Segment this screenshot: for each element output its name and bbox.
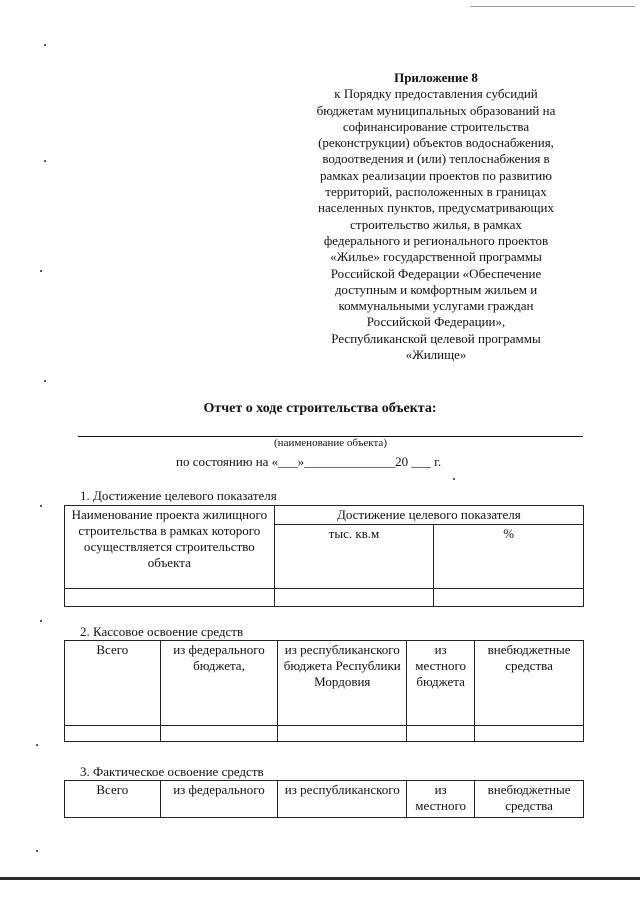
section-2-title: 2. Кассовое освоение средств	[80, 624, 244, 639]
scan-speck	[36, 850, 38, 852]
header-local-budget: из местного бюджета	[407, 641, 475, 726]
header-thousand-sqm: тыс. кв.м	[274, 525, 434, 589]
scan-edge-bottom	[0, 877, 640, 880]
empty-cell	[65, 726, 161, 742]
report-title: Отчет о ходе строительства объекта:	[203, 401, 437, 416]
scan-speck	[36, 744, 38, 746]
header-republic-budget: из республиканского бюджета Республики Мордовия	[278, 641, 407, 726]
scan-speck	[40, 505, 42, 507]
empty-cell	[278, 726, 407, 742]
empty-cell	[434, 589, 584, 607]
scan-speck	[40, 620, 42, 622]
header-federal-budget: из федерального бюджета,	[160, 641, 278, 726]
empty-cell	[407, 726, 475, 742]
header-total: Всего	[65, 781, 161, 818]
target-indicator-table	[64, 505, 584, 607]
scan-speck	[40, 270, 42, 272]
header-percent: %	[434, 525, 584, 589]
report-date-line: по состоянию на «___»______________20 ___ г.	[176, 454, 442, 469]
appendix-number: Приложение 8	[394, 70, 478, 85]
empty-cell	[274, 589, 434, 607]
empty-cell	[160, 726, 278, 742]
scan-edge-top	[470, 6, 635, 7]
appendix-header	[286, 70, 586, 363]
section-1-title: 1. Достижение целевого показателя	[80, 488, 277, 503]
scan-speck	[44, 380, 46, 382]
header-total: Всего	[65, 641, 161, 726]
empty-cell	[65, 589, 275, 607]
appendix-text: к Порядку предоставления субсидий бюджетам муниципальных образований на софинансирование строительства (реконструкции) объектов водоснабжения, водоотведения и (или) теплоснабжения в рамках реализации проектов по развитию территорий, расположенных в границах населенных пунктов, предусматривающих строительство жилья, в рамках федерального и регионального проектов «Жилье» государственной программы Российской Федерации «Обеспечение доступным и комфортным жильем и коммунальными услугами граждан Российской Федерации», Республиканской целевой программы «Жилище»	[316, 86, 556, 363]
actual-spending-table	[64, 780, 584, 818]
object-name-caption: (наименование объекта)	[274, 437, 387, 449]
header-local-budget: из местного	[407, 781, 475, 818]
header-federal-budget: из федерального	[160, 781, 278, 818]
cash-spending-table	[64, 640, 584, 742]
header-project-name: Наименование проекта жилищного строительства в рамках которого осуществляется строительство объекта	[65, 506, 275, 589]
header-republic-budget: из республиканского	[278, 781, 407, 818]
section-3-title: 3. Фактическое освоение средств	[80, 764, 264, 779]
scan-speck	[44, 44, 46, 46]
header-target-achievement: Достижение целевого показателя	[274, 506, 583, 525]
empty-cell	[475, 726, 584, 742]
header-extra-budget: внебюджетные средства	[475, 641, 584, 726]
header-extra-budget: внебюджетные средства	[475, 781, 584, 818]
scan-speck	[44, 160, 46, 162]
scan-speck	[453, 478, 455, 480]
